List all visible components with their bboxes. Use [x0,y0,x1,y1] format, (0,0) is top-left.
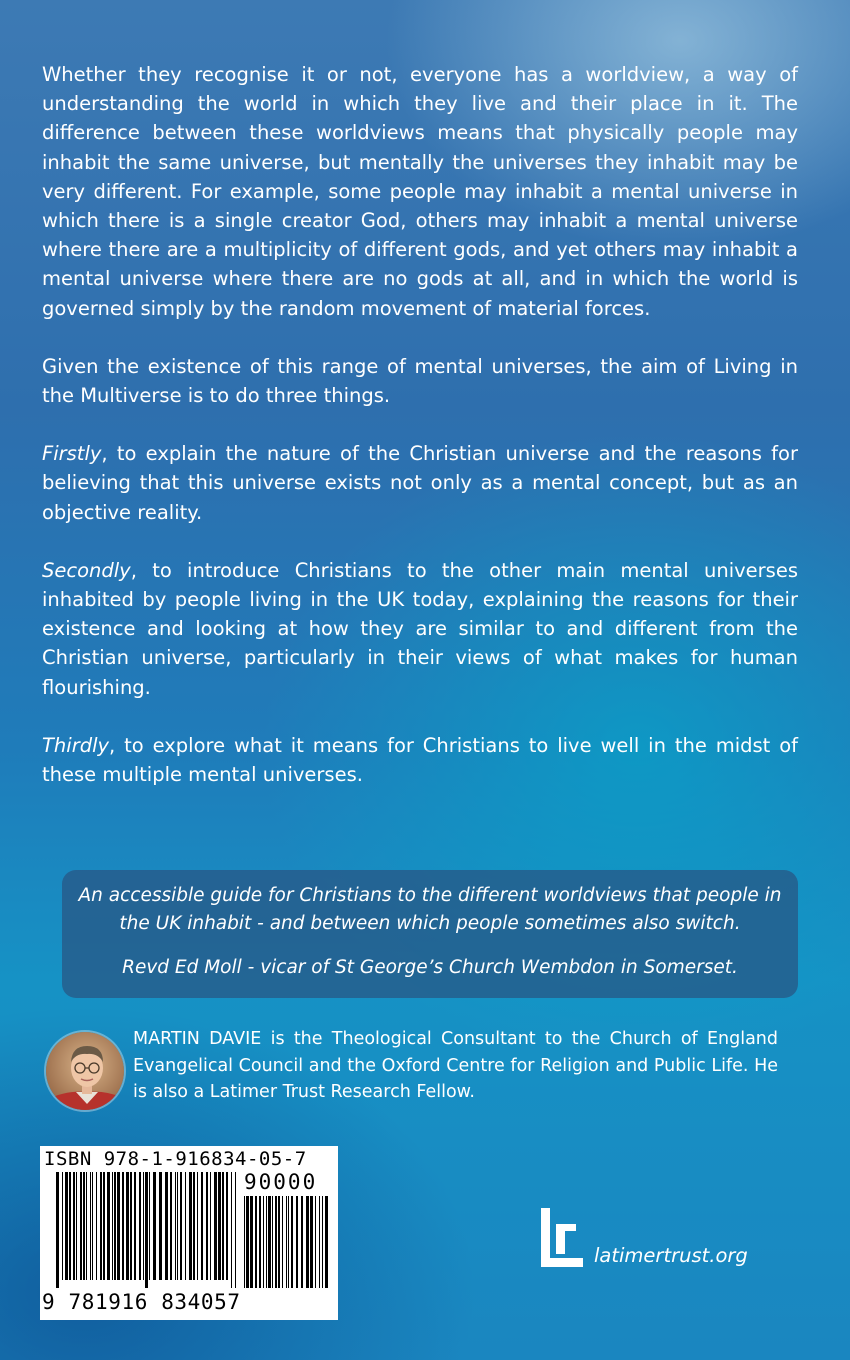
endorsement-quote: An accessible guide for Christians to the different worldviews that people in the UK inhabit - and between which people sometimes also switch. [78,885,782,934]
blurb-paragraph-4-rest: , to introduce Christians to the other main mental universes inhabited by people living in the UK today, explaining the reasons for their existence and looking at how they are similar to and different from the Christian universe, particularly in their views of what makes for human flourishing. [42,558,798,699]
isbn-barcode [40,1146,338,1320]
publisher-website[interactable]: latimertrust.org [594,1244,748,1267]
blurb-paragraph-3 [42,439,798,527]
author-portrait-image [46,1032,126,1112]
ean-digits: 9 781916 834057 [42,1290,241,1314]
blurb-lead-firstly: Firstly [42,442,102,466]
blurb-lead-thirdly: Thirdly [42,733,110,757]
blurb-paragraph-5-rest: , to explore what it means for Christians to live well in the midst of these multiple mental universes. [42,733,798,787]
blurb-paragraph-5 [42,731,798,789]
blurb-paragraph-4 [42,556,798,702]
isbn-label: ISBN 978-1-916834-05-7 [44,1148,307,1170]
latimer-trust-logo [541,1208,583,1268]
blurb-lead-secondly: Secondly [42,558,131,582]
barcode-addon-bars [244,1196,334,1292]
author-bio: MARTIN DAVIE is the Theological Consultant to the Church of England Evangelical Council and the Oxford Centre for Religion and Public Life. He is also a Latimer Trust Research Fellow. [133,1029,778,1102]
endorsement-attribution: Revd Ed Moll - vicar of St George’s Church Wembdon in Somerset. [122,957,738,978]
blurb-paragraph-1: Whether they recognise it or not, everyone has a worldview, a way of understanding the world in which they live and their place in it. The difference between these worldviews means that physically people may inhabit the same universe, but mentally the universes they inhabit may be very different. For example, some people may inhabit a mental universe in which there is a single creator God, others may inhabit a mental universe where there are a multiplicity of different gods, and yet others may inhabit a mental universe where there are no gods at all, and in which the world is governed simply by the random movement of material forces. [42,63,798,320]
barcode-bars [56,1172,240,1292]
blurb-paragraph-2: Given the existence of this range of mental universes, the aim of Living in the Multiverse is to do three things. [42,354,798,408]
author-photo [44,1030,126,1112]
endorsement-box [62,870,798,998]
blurb-paragraph-3-rest: , to explain the nature of the Christian universe and the reasons for believing that this universe exists not only as a mental concept, but as an objective reality. [42,442,798,524]
blurb-text [42,60,798,818]
price-code: 90000 [244,1170,318,1194]
